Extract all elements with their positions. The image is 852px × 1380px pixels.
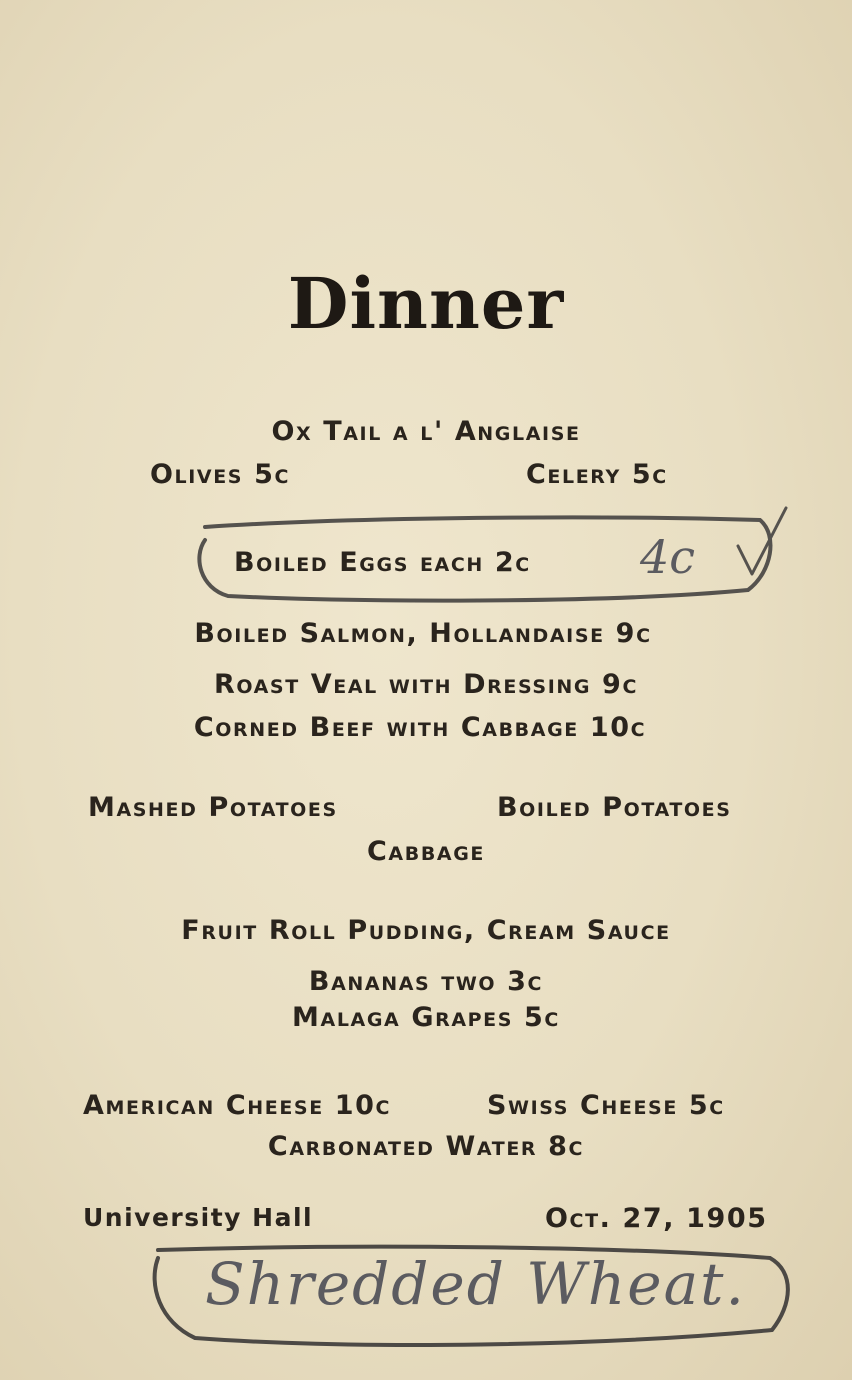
vegetable-item: Cabbage — [367, 836, 485, 867]
olives-item: Olives 5c — [150, 459, 291, 490]
cheese-item: Swiss Cheese 5c — [487, 1090, 725, 1121]
fruit-item: Malaga Grapes 5c — [292, 1002, 560, 1033]
entree-item: Roast Veal with Dressing 9c — [214, 669, 638, 700]
entree-item: Boiled Salmon, Hollandaise 9c — [194, 618, 652, 649]
note-circle-mark — [155, 1247, 788, 1345]
dessert-item: Fruit Roll Pudding, Cream Sauce — [181, 915, 671, 946]
menu-title: Dinner — [287, 262, 565, 345]
vegetable-item: Boiled Potatoes — [497, 792, 732, 823]
fruit-item: Bananas two 3c — [308, 966, 544, 997]
eggs-circle-mark — [199, 517, 770, 600]
venue-label: University Hall — [83, 1203, 314, 1232]
entree-item: Corned Beef with Cabbage 10c — [193, 712, 647, 743]
celery-item: Celery 5c — [526, 459, 668, 490]
date-label: Oct. 27, 1905 — [545, 1203, 768, 1234]
soup-item: Ox Tail a l' Anglaise — [271, 416, 581, 447]
cheese-item: American Cheese 10c — [83, 1090, 392, 1121]
vegetable-item: Mashed Potatoes — [88, 792, 338, 823]
boiled-eggs-item: Boiled Eggs each 2c — [234, 547, 531, 578]
eggs-price-annotation: 4c — [640, 530, 696, 584]
handwritten-note: Shredded Wheat. — [205, 1250, 746, 1318]
water-item: Carbonated Water 8c — [267, 1131, 585, 1162]
